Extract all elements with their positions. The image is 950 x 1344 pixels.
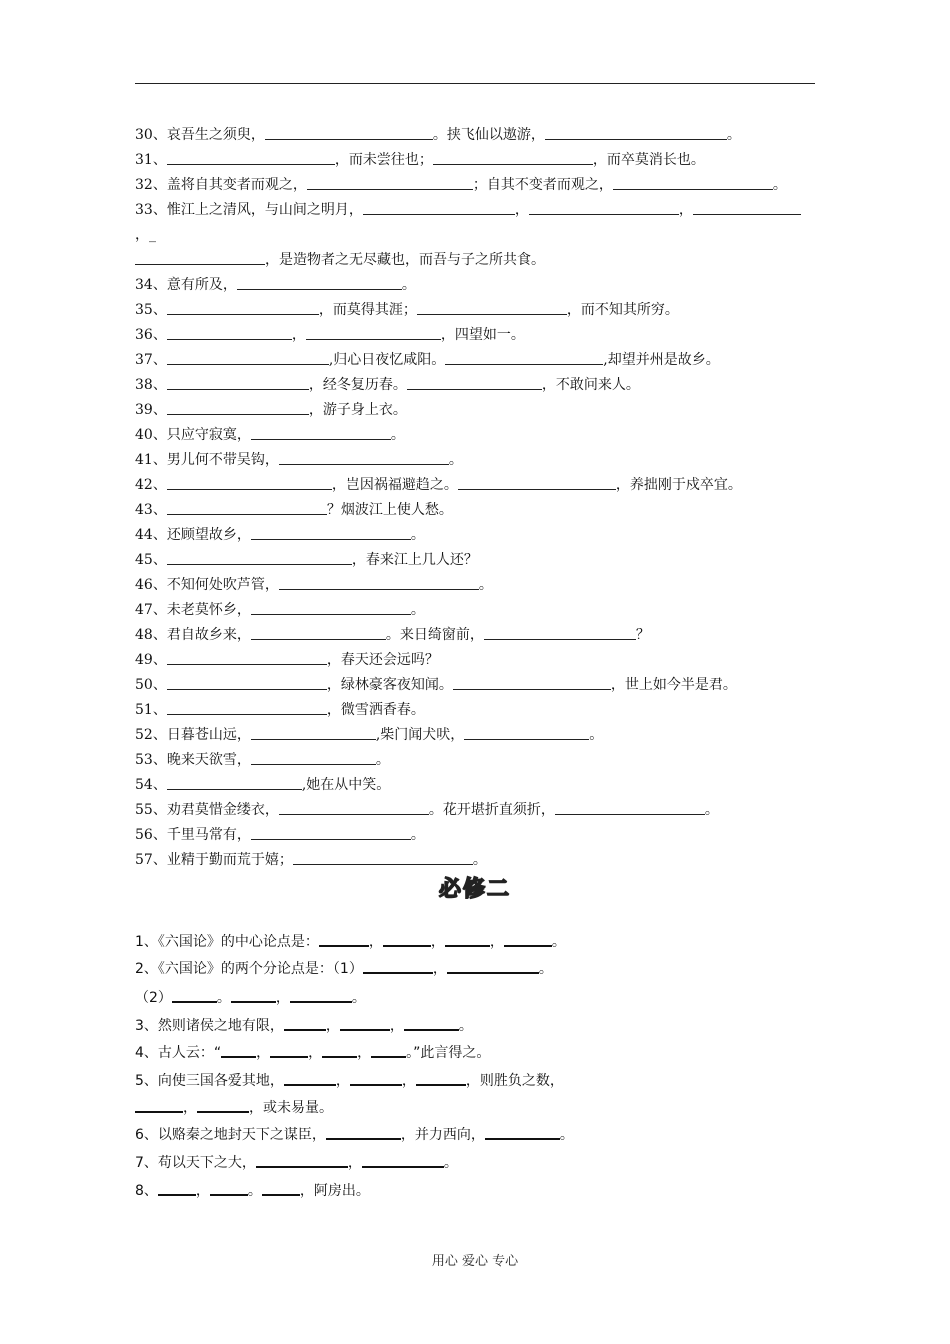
answer-blank[interactable] xyxy=(158,1181,196,1196)
answer-blank[interactable] xyxy=(555,801,705,815)
line-text: 。 xyxy=(559,1127,574,1143)
line-text: ， xyxy=(291,327,306,343)
line-text: 。 xyxy=(410,827,425,843)
line-text: 38、 xyxy=(135,377,167,393)
fill-line xyxy=(135,626,650,644)
fill-line xyxy=(135,1125,574,1144)
line-text: ,归心日夜忆咸阳。 xyxy=(328,352,446,368)
fill-line xyxy=(135,151,705,169)
answer-blank[interactable] xyxy=(167,151,335,165)
answer-blank[interactable] xyxy=(197,1098,249,1113)
answer-blank[interactable] xyxy=(693,201,801,215)
answer-blank[interactable] xyxy=(464,726,589,740)
line-text: ，经冬复历春。 xyxy=(308,377,407,393)
line-text: 。 xyxy=(458,1018,473,1034)
line-text: 。 xyxy=(247,1183,262,1199)
line-text: ,她在从中笑。 xyxy=(301,777,391,793)
line-text: 33、惟江上之清风，与山间之明月， xyxy=(135,202,363,218)
answer-blank[interactable] xyxy=(363,959,433,974)
line-text: ， xyxy=(389,1018,404,1034)
answer-blank[interactable] xyxy=(363,201,515,215)
fill-line xyxy=(135,376,640,394)
fill-line xyxy=(135,751,390,769)
line-text: 39、 xyxy=(135,402,167,418)
line-text: 。 xyxy=(443,1155,458,1171)
answer-blank[interactable] xyxy=(485,1125,560,1140)
answer-blank[interactable] xyxy=(265,126,433,140)
section-title: 必修二 xyxy=(438,877,511,902)
line-text: 7、苟以天下之大， xyxy=(135,1155,256,1171)
fill-line xyxy=(135,276,416,294)
fill-line xyxy=(135,851,487,869)
line-text: ,却望并州是故乡。 xyxy=(603,352,720,368)
fill-line xyxy=(135,1043,490,1062)
line-text: ；自其不变者而观之， xyxy=(472,177,613,193)
fill-line xyxy=(135,959,553,978)
fill-line xyxy=(135,201,801,219)
fill-line xyxy=(135,576,493,594)
fill-line xyxy=(135,226,156,244)
line-text: ，并力西向， xyxy=(400,1127,485,1143)
answer-blank[interactable] xyxy=(445,351,603,365)
line-text: 53、晚来天欲雪， xyxy=(135,752,251,768)
answer-blank[interactable] xyxy=(279,576,479,590)
fill-line xyxy=(135,676,737,694)
answer-blank[interactable] xyxy=(453,676,611,690)
line-text: 32、盖将自其变者而观之， xyxy=(135,177,307,193)
fill-line xyxy=(135,1098,333,1117)
answer-blank[interactable] xyxy=(545,126,727,140)
answer-blank[interactable] xyxy=(407,376,542,390)
line-text: 44、还顾望故乡， xyxy=(135,527,251,543)
line-text: ， xyxy=(275,990,290,1006)
answer-blank[interactable] xyxy=(167,676,327,690)
fill-line xyxy=(135,826,425,844)
answer-blank[interactable] xyxy=(322,1043,357,1058)
line-text: （2） xyxy=(135,990,172,1006)
line-text: ，不敢问来人。 xyxy=(541,377,640,393)
line-text: ？烟波江上使人愁。 xyxy=(326,502,453,518)
answer-blank[interactable] xyxy=(362,1153,444,1168)
line-text: ，而卒莫消长也。 xyxy=(592,152,705,168)
line-text: 。”此言得之。 xyxy=(406,1045,491,1061)
answer-blank[interactable] xyxy=(417,301,567,315)
line-text: 6、以赂秦之地封天下之谋臣， xyxy=(135,1127,326,1143)
line-text: ，而莫得其涯； xyxy=(318,302,417,318)
line-text: 45、 xyxy=(135,552,167,568)
answer-blank[interactable] xyxy=(167,651,327,665)
answer-blank[interactable] xyxy=(613,176,773,190)
answer-blank[interactable] xyxy=(172,988,217,1003)
line-text: 。来日绮窗前， xyxy=(385,627,484,643)
answer-blank[interactable] xyxy=(284,1016,326,1031)
line-text: 。花开堪折直须折， xyxy=(428,802,555,818)
fill-line xyxy=(135,801,719,819)
line-text: ， xyxy=(430,934,445,950)
fill-line xyxy=(135,1016,473,1035)
line-text: 。 xyxy=(726,127,741,143)
line-text: 。 xyxy=(351,990,366,1006)
line-text: ，四望如一。 xyxy=(440,327,525,343)
line-text: ， xyxy=(368,934,383,950)
line-text: 5、向使三国各爱其地， xyxy=(135,1073,284,1089)
line-text: ，是造物者之无尽藏也，而吾与子之所共食。 xyxy=(265,252,545,268)
fill-line xyxy=(135,988,366,1007)
line-text: ，而不知其所穷。 xyxy=(566,302,679,318)
fill-line xyxy=(135,651,439,669)
answer-blank[interactable] xyxy=(319,932,369,947)
line-text: 34、意有所及， xyxy=(135,277,237,293)
answer-blank[interactable] xyxy=(270,1043,308,1058)
answer-blank[interactable] xyxy=(167,326,292,340)
line-text: 37、 xyxy=(135,352,167,368)
fill-line xyxy=(135,601,425,619)
line-text: 52、日暮苍山远， xyxy=(135,727,251,743)
answer-blank[interactable] xyxy=(416,1071,466,1086)
line-text: 51、 xyxy=(135,702,167,718)
line-text: 。 xyxy=(401,277,416,293)
answer-blank[interactable] xyxy=(262,1181,300,1196)
answer-blank[interactable] xyxy=(504,932,552,947)
line-text: 8、 xyxy=(135,1183,158,1199)
fill-line xyxy=(135,776,390,794)
fill-line xyxy=(135,351,720,369)
line-text: ， xyxy=(335,1073,350,1089)
line-text: 4、古人云：“ xyxy=(135,1045,222,1061)
line-text: 30、哀吾生之须臾， xyxy=(135,127,265,143)
answer-blank[interactable] xyxy=(484,626,636,640)
line-text: ， xyxy=(489,934,504,950)
line-text: ， xyxy=(401,1073,416,1089)
line-text: ，世上如今半是君。 xyxy=(610,677,737,693)
answer-blank[interactable] xyxy=(167,351,329,365)
line-text: 42、 xyxy=(135,477,167,493)
answer-blank[interactable] xyxy=(251,526,411,540)
line-text: 55、劝君莫惜金缕衣， xyxy=(135,802,279,818)
fill-line xyxy=(135,476,742,494)
line-text: ，微雪洒香春。 xyxy=(326,702,425,718)
answer-blank[interactable] xyxy=(135,1098,183,1113)
line-text: ， xyxy=(308,1045,323,1061)
fill-line xyxy=(135,176,787,194)
line-text: ，岂因祸福避趋之。 xyxy=(331,477,458,493)
line-text: 。 xyxy=(216,990,231,1006)
fill-line xyxy=(135,401,407,419)
line-text: 2、《六国论》的两个分论点是：（1） xyxy=(135,961,363,977)
answer-blank[interactable] xyxy=(210,1181,248,1196)
line-text: 1、《六国论》的中心论点是： xyxy=(135,934,319,950)
line-text: ， xyxy=(432,961,447,977)
answer-blank[interactable] xyxy=(251,426,391,440)
answer-blank[interactable] xyxy=(404,1016,459,1031)
line-text: 。 xyxy=(410,527,425,543)
line-text: ， xyxy=(325,1018,340,1034)
line-text: 。 xyxy=(472,852,487,868)
answer-blank[interactable] xyxy=(167,301,319,315)
line-text: ，或未易量。 xyxy=(249,1100,333,1116)
line-text: ？ xyxy=(635,627,650,643)
answer-blank[interactable] xyxy=(293,851,473,865)
answer-blank[interactable] xyxy=(167,551,352,565)
line-text: 36、 xyxy=(135,327,167,343)
answer-blank[interactable] xyxy=(458,476,616,490)
answer-blank[interactable] xyxy=(371,1043,406,1058)
answer-blank[interactable] xyxy=(290,988,352,1003)
answer-blank[interactable] xyxy=(383,932,431,947)
answer-blank[interactable] xyxy=(167,701,327,715)
line-text: ， xyxy=(347,1155,362,1171)
line-text: ，养拙刚于戍卒宜。 xyxy=(615,477,742,493)
line-text: 。 xyxy=(410,602,425,618)
answer-blank[interactable] xyxy=(279,801,429,815)
line-text: 31、 xyxy=(135,152,167,168)
answer-blank[interactable] xyxy=(279,451,449,465)
header-rule xyxy=(135,83,815,84)
page-footer: 用心 爱心 专心 xyxy=(431,1254,519,1269)
fill-line xyxy=(135,301,679,319)
fill-line xyxy=(135,726,603,744)
fill-line xyxy=(135,932,566,951)
line-text: 43、 xyxy=(135,502,167,518)
answer-blank[interactable] xyxy=(251,826,411,840)
line-text: ， xyxy=(514,202,529,218)
line-text: 35、 xyxy=(135,302,167,318)
answer-blank[interactable] xyxy=(307,176,473,190)
answer-blank[interactable] xyxy=(251,751,376,765)
answer-blank[interactable] xyxy=(221,1043,256,1058)
line-text: 49、 xyxy=(135,652,167,668)
line-text: ， xyxy=(678,202,693,218)
fill-line xyxy=(135,1071,564,1090)
line-text: 。 xyxy=(390,427,405,443)
line-text: ，则胜负之数， xyxy=(465,1073,564,1089)
line-text: ，春天还会远吗？ xyxy=(326,652,439,668)
answer-blank[interactable] xyxy=(167,776,302,790)
line-text: 。 xyxy=(448,452,463,468)
answer-blank[interactable] xyxy=(326,1125,401,1140)
fill-line xyxy=(135,326,525,344)
line-text: 40、只应守寂寞， xyxy=(135,427,251,443)
line-text: ，而未尝往也； xyxy=(334,152,433,168)
answer-blank[interactable] xyxy=(135,251,265,265)
line-text: 57、业精于勤而荒于嬉； xyxy=(135,852,293,868)
line-text: 。 xyxy=(589,727,604,743)
line-text: 。 xyxy=(704,802,719,818)
line-text: 54、 xyxy=(135,777,167,793)
line-text: 。 xyxy=(375,752,390,768)
answer-blank[interactable] xyxy=(237,276,402,290)
answer-blank[interactable] xyxy=(231,988,276,1003)
line-text: ，阿房出。 xyxy=(299,1183,370,1199)
fill-line xyxy=(135,251,545,269)
fill-line xyxy=(135,451,463,469)
fill-line xyxy=(135,501,453,519)
answer-blank[interactable] xyxy=(167,501,327,515)
answer-blank[interactable] xyxy=(340,1016,390,1031)
answer-blank[interactable] xyxy=(447,959,539,974)
line-text: 50、 xyxy=(135,677,167,693)
answer-blank[interactable] xyxy=(433,151,593,165)
line-text: ，游子身上衣。 xyxy=(308,402,407,418)
line-text: 。 xyxy=(551,934,566,950)
line-text: 41、男儿何不带吴钩， xyxy=(135,452,279,468)
fill-line xyxy=(135,126,741,144)
fill-line xyxy=(135,426,405,444)
line-text: 。 xyxy=(478,577,493,593)
fill-line xyxy=(135,551,478,569)
line-text: 47、未老莫怀乡， xyxy=(135,602,251,618)
answer-blank[interactable] xyxy=(251,626,386,640)
answer-blank[interactable] xyxy=(306,326,441,340)
fill-line xyxy=(135,701,425,719)
line-text: ， xyxy=(357,1045,372,1061)
line-text: 46、不知何处吹芦管， xyxy=(135,577,279,593)
fill-line xyxy=(135,1153,458,1172)
fill-line xyxy=(135,526,425,544)
line-text: 。 xyxy=(538,961,553,977)
fill-line xyxy=(135,1181,370,1200)
line-text: ， xyxy=(183,1100,197,1116)
line-text: ，_ xyxy=(135,227,156,243)
answer-blank[interactable] xyxy=(529,201,679,215)
line-text: 56、千里马常有， xyxy=(135,827,251,843)
line-text: 。挟飞仙以遨游， xyxy=(432,127,545,143)
answer-blank[interactable] xyxy=(167,376,309,390)
line-text: ， xyxy=(256,1045,271,1061)
answer-blank[interactable] xyxy=(251,601,411,615)
answer-blank[interactable] xyxy=(167,476,332,490)
line-text: 。 xyxy=(772,177,787,193)
line-text: ，绿林豪客夜知闻。 xyxy=(326,677,453,693)
line-text: ，春来江上几人还？ xyxy=(351,552,478,568)
answer-blank[interactable] xyxy=(445,932,490,947)
answer-blank[interactable] xyxy=(256,1153,348,1168)
answer-blank[interactable] xyxy=(251,726,376,740)
answer-blank[interactable] xyxy=(167,401,309,415)
line-text: 3、然则诸侯之地有限， xyxy=(135,1018,284,1034)
line-text: 48、君自故乡来， xyxy=(135,627,251,643)
line-text: ,柴门闻犬吠， xyxy=(375,727,465,743)
answer-blank[interactable] xyxy=(350,1071,402,1086)
answer-blank[interactable] xyxy=(284,1071,336,1086)
line-text: ， xyxy=(195,1183,210,1199)
